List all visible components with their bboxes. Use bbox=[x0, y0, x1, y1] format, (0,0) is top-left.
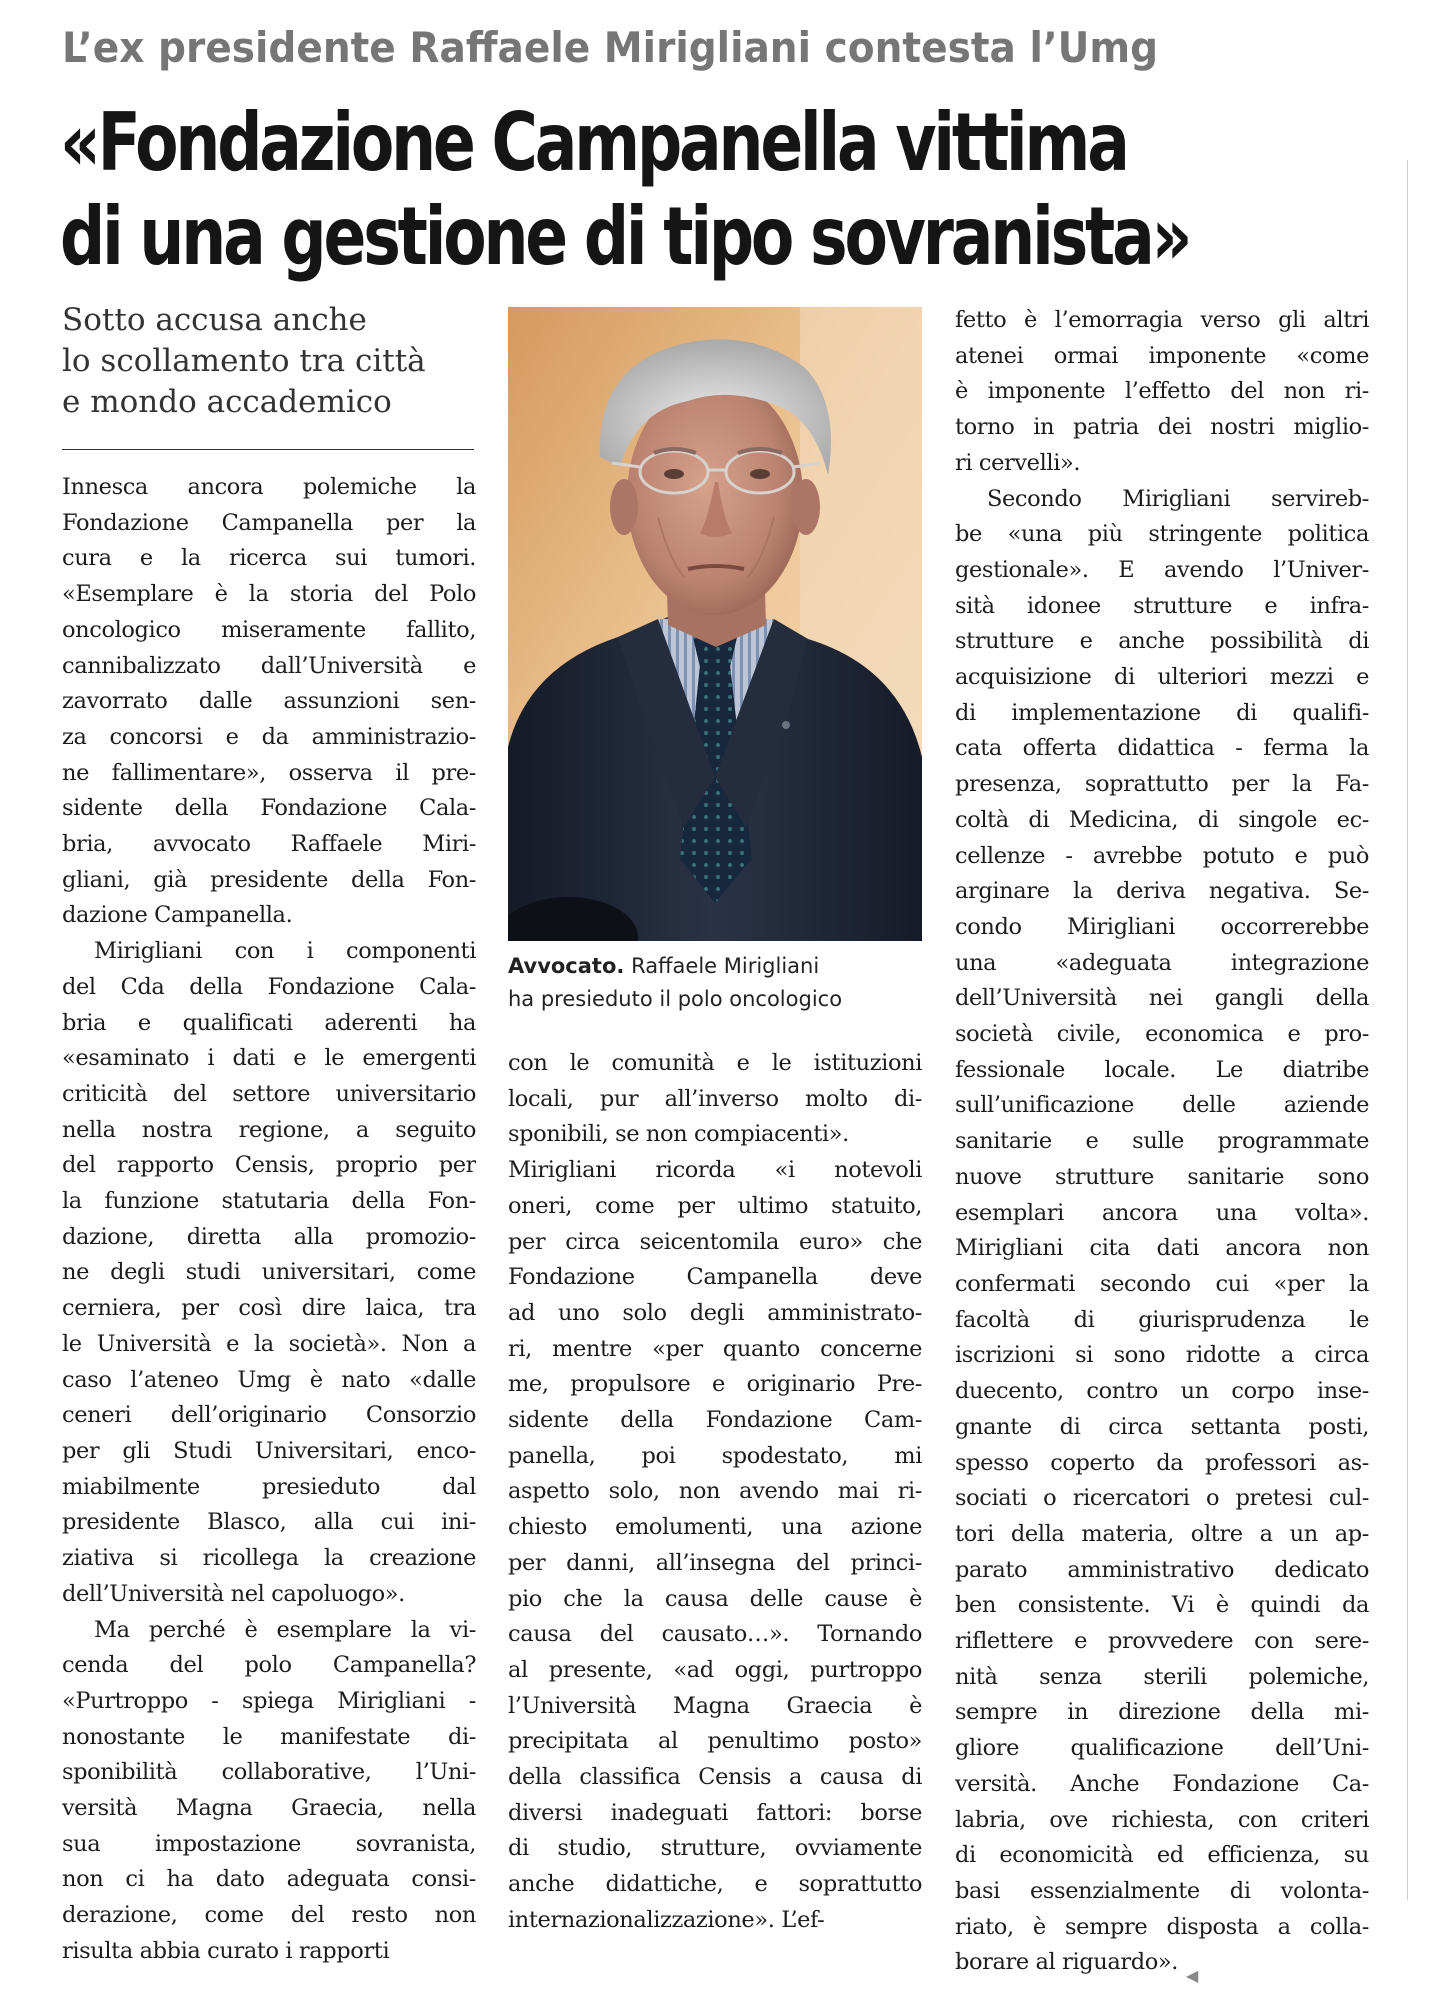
text-line: cellenze - avrebbe potuto e può bbox=[955, 842, 1369, 869]
text-line: spesso coperto da professori as- bbox=[955, 1449, 1369, 1476]
text-line: del Cda della Fondazione Cala- bbox=[62, 973, 476, 1000]
text-line: del rapporto Censis, proprio per bbox=[62, 1152, 476, 1179]
subhead-line: e mondo accademico bbox=[62, 384, 392, 420]
text-line: versità. Anche Fondazione Ca- bbox=[955, 1770, 1369, 1797]
text-line: cura e la ricerca sui tumori. bbox=[62, 545, 476, 572]
text-line: dazione, diretta alla promozio- bbox=[62, 1223, 476, 1250]
text-line: sempre in direzione della mi- bbox=[955, 1699, 1369, 1726]
end-of-article-marker-icon: ◀ bbox=[1186, 1966, 1198, 1986]
text-line: Innesca ancora polemiche la bbox=[62, 474, 476, 500]
text-line: ad uno solo degli amministrato- bbox=[508, 1299, 922, 1326]
caption-line: ha presieduto il polo oncologico bbox=[508, 987, 843, 1011]
text-line: al presente, «ad oggi, purtroppo bbox=[508, 1656, 922, 1683]
text-line: fessionale locale. Le diatribe bbox=[955, 1056, 1369, 1083]
text-line: be «una più stringente politica bbox=[955, 521, 1369, 548]
text-line: sidente della Fondazione Cam- bbox=[508, 1407, 922, 1434]
text-line: ziativa si ricollega la creazione bbox=[62, 1545, 476, 1572]
text-line: Mirigliani con i componenti bbox=[94, 938, 476, 965]
article-kicker: L’ex presidente Raffaele Mirigliani contesta l’Umg bbox=[62, 23, 1159, 72]
text-line: Ma perché è esemplare la vi- bbox=[94, 1616, 476, 1643]
text-line: facoltà di giurisprudenza le bbox=[955, 1306, 1369, 1333]
text-line: risulta abbia curato i rapporti bbox=[62, 1937, 390, 1964]
text-line: gliore qualificazione dell’Uni- bbox=[955, 1735, 1369, 1762]
text-line: ne degli studi universitari, come bbox=[62, 1259, 476, 1286]
text-line: locali, pur all’inverso molto di- bbox=[508, 1085, 922, 1112]
text-line: Fondazione Campanella deve bbox=[508, 1264, 922, 1291]
text-line: diversi inadeguati fattori: borse bbox=[508, 1799, 922, 1826]
text-line: Secondo Mirigliani servireb- bbox=[987, 485, 1369, 512]
text-line: oncologico miseramente fallito, bbox=[62, 616, 476, 643]
text-line: acquisizione di ulteriori mezzi e bbox=[955, 664, 1369, 691]
article-headline bbox=[60, 96, 1420, 284]
text-line: pio che la causa delle cause è bbox=[508, 1585, 922, 1612]
caption-line bbox=[508, 950, 928, 983]
text-line: ri cervelli». bbox=[955, 449, 1081, 476]
text-line: presidente Blasco, alla cui ini- bbox=[62, 1509, 476, 1536]
text-line: riato, è sempre disposta a colla- bbox=[955, 1913, 1369, 1940]
text-line: criticità del settore universitario bbox=[62, 1080, 476, 1107]
body-column-3 bbox=[955, 303, 1369, 1994]
text-line: nità senza sterili polemiche, bbox=[955, 1663, 1369, 1690]
text-line: gnante di circa settanta posti, bbox=[955, 1413, 1369, 1440]
text-line: di economicità ed efficienza, su bbox=[955, 1842, 1369, 1869]
text-line: una «adeguata integrazione bbox=[955, 949, 1369, 976]
text-line: dell’Università nel capoluogo». bbox=[62, 1580, 405, 1607]
text-line: sociati o ricercatori o pretesi cul- bbox=[955, 1485, 1369, 1512]
subhead-divider bbox=[62, 449, 474, 450]
text-line: cannibalizzato dall’Università e bbox=[62, 652, 476, 679]
text-line: «esaminato i dati e le emergenti bbox=[62, 1045, 476, 1072]
text-line: parato amministrativo dedicato bbox=[955, 1556, 1369, 1583]
portrait-illustration bbox=[508, 307, 922, 941]
text-line: ceneri dell’originario Consorzio bbox=[62, 1402, 476, 1429]
text-line: atenei ormai imponente «come bbox=[955, 342, 1369, 369]
text-line: non ci ha dato adeguata consi- bbox=[62, 1866, 476, 1893]
subhead-line: Sotto accusa anche bbox=[62, 302, 367, 338]
article-subhead bbox=[62, 300, 482, 423]
subhead-line: lo scollamento tra città bbox=[62, 343, 426, 379]
text-line: per gli Studi Universitari, enco- bbox=[62, 1437, 476, 1464]
text-line: condo Mirigliani occorrerebbe bbox=[955, 913, 1369, 940]
text-line: chiesto emolumenti, una azione bbox=[508, 1514, 922, 1541]
text-line: sità idonee strutture e infra- bbox=[955, 592, 1369, 619]
caption-label: Avvocato. bbox=[508, 954, 625, 978]
text-line: Mirigliani ricorda «i notevoli bbox=[508, 1157, 922, 1184]
photo-caption bbox=[508, 950, 928, 1016]
text-line: me, propulsore e originario Pre- bbox=[508, 1371, 922, 1398]
text-line: sull’unificazione delle aziende bbox=[955, 1092, 1369, 1119]
text-line: iscrizioni si sono ridotte a circa bbox=[955, 1342, 1369, 1369]
text-line: sidente della Fondazione Cala- bbox=[62, 795, 476, 822]
text-line: sponibilità collaborative, l’Uni- bbox=[62, 1759, 476, 1786]
text-line: miabilmente presieduto dal bbox=[62, 1473, 476, 1500]
text-line: labria, ove richiesta, con criteri bbox=[955, 1806, 1369, 1833]
text-line: arginare la deriva negativa. Se- bbox=[955, 878, 1369, 905]
text-line: cata offerta didattica - ferma la bbox=[955, 735, 1369, 762]
text-line: per circa seicentomila euro» che bbox=[508, 1228, 922, 1255]
text-line: panella, poi spodestato, mi bbox=[508, 1442, 922, 1469]
text-line: società civile, economica e pro- bbox=[955, 1021, 1369, 1048]
text-line: borare al riguardo». bbox=[955, 1949, 1178, 1976]
portrait-photo bbox=[508, 307, 922, 941]
text-line: gliani, già presidente della Fon- bbox=[62, 866, 476, 893]
text-line: torno in patria dei nostri miglio- bbox=[955, 414, 1369, 441]
text-line: anche didattiche, e soprattutto bbox=[508, 1871, 922, 1898]
text-line: l’Università Magna Graecia è bbox=[508, 1692, 922, 1719]
text-line: za concorsi e da amministrazio- bbox=[62, 723, 476, 750]
text-line: dazione Campanella. bbox=[62, 902, 293, 929]
text-line: dell’Università nei gangli della bbox=[955, 985, 1369, 1012]
text-line: presenza, soprattutto per la Fa- bbox=[955, 771, 1369, 798]
text-line: sanitarie e sulle programmate bbox=[955, 1128, 1369, 1155]
text-line: «Esemplare è la storia del Polo bbox=[62, 581, 476, 608]
headline-line: di una gestione di tipo sovranista» bbox=[60, 190, 1190, 283]
text-line: per danni, all’insegna del princi- bbox=[508, 1549, 922, 1576]
text-line: nuove strutture sanitarie sono bbox=[955, 1163, 1369, 1190]
text-line: duecento, contro un corpo inse- bbox=[955, 1378, 1369, 1405]
text-line: sua impostazione sovranista, bbox=[62, 1830, 476, 1857]
text-line: precipitata al penultimo posto» bbox=[508, 1728, 922, 1755]
text-line: bria e qualificati aderenti ha bbox=[62, 1009, 476, 1036]
text-line: ben consistente. Vi è quindi da bbox=[955, 1592, 1369, 1619]
text-line: coltà di Medicina, di singole ec- bbox=[955, 806, 1369, 833]
text-line: ri, mentre «per quanto concerne bbox=[508, 1335, 922, 1362]
text-line: di implementazione di qualifi- bbox=[955, 699, 1369, 726]
text-line: basi essenzialmente di volonta- bbox=[955, 1877, 1369, 1904]
text-line: oneri, come per ultimo statuito, bbox=[508, 1192, 922, 1219]
text-line: caso l’ateneo Umg è nato «dalle bbox=[62, 1366, 476, 1393]
text-line: di studio, strutture, ovviamente bbox=[508, 1835, 922, 1862]
text-line: causa del causato…». Tornando bbox=[508, 1621, 922, 1648]
text-line: cerniera, per così dire laica, tra bbox=[62, 1295, 476, 1322]
text-line: fetto è l’emorragia verso gli altri bbox=[955, 307, 1369, 333]
text-line: riflettere e provvedere con sere- bbox=[955, 1628, 1369, 1655]
text-line: tori della materia, oltre a un ap- bbox=[955, 1520, 1369, 1547]
caption-text: Raffaele Mirigliani bbox=[631, 954, 820, 978]
text-line: sponibili, se non compiacenti». bbox=[508, 1121, 849, 1148]
text-line: con le comunità e le istituzioni bbox=[508, 1050, 922, 1076]
text-line: confermati secondo cui «per la bbox=[955, 1270, 1369, 1297]
text-line: le Università e la società». Non a bbox=[62, 1330, 476, 1357]
body-column-2 bbox=[508, 1046, 922, 1939]
text-line: nella nostra regione, a seguito bbox=[62, 1116, 476, 1143]
body-column-1 bbox=[62, 470, 476, 1970]
text-line: bria, avvocato Raffaele Miri- bbox=[62, 831, 476, 858]
text-line: nonostante le manifestate di- bbox=[62, 1723, 476, 1750]
text-line: cenda del polo Campanella? bbox=[62, 1652, 476, 1679]
text-line: della classifica Censis a causa di bbox=[508, 1764, 922, 1791]
text-line: «Purtroppo - spiega Mirigliani - bbox=[62, 1687, 476, 1714]
text-line: zavorrato dalle assunzioni sen- bbox=[62, 688, 476, 715]
text-line: strutture e anche possibilità di bbox=[955, 628, 1369, 655]
text-line: la funzione statutaria della Fon- bbox=[62, 1188, 476, 1215]
text-line: gestionale». E avendo l’Univer- bbox=[955, 556, 1369, 583]
text-line: Mirigliani cita dati ancora non bbox=[955, 1235, 1369, 1262]
text-line: versità Magna Graecia, nella bbox=[62, 1795, 476, 1822]
right-edge-divider bbox=[1407, 160, 1408, 1900]
headline-line: «Fondazione Campanella vittima bbox=[60, 96, 1127, 189]
text-line: esemplari ancora una volta». bbox=[955, 1199, 1369, 1226]
text-line: derazione, come del resto non bbox=[62, 1902, 476, 1929]
text-line: è imponente l’effetto del non ri- bbox=[955, 378, 1369, 405]
text-line: ne fallimentare», osserva il pre- bbox=[62, 759, 476, 786]
text-line: internazionalizzazione». L’ef- bbox=[508, 1906, 825, 1933]
text-line: Fondazione Campanella per la bbox=[62, 509, 476, 536]
text-line: aspetto solo, non avendo mai ri- bbox=[508, 1478, 922, 1505]
